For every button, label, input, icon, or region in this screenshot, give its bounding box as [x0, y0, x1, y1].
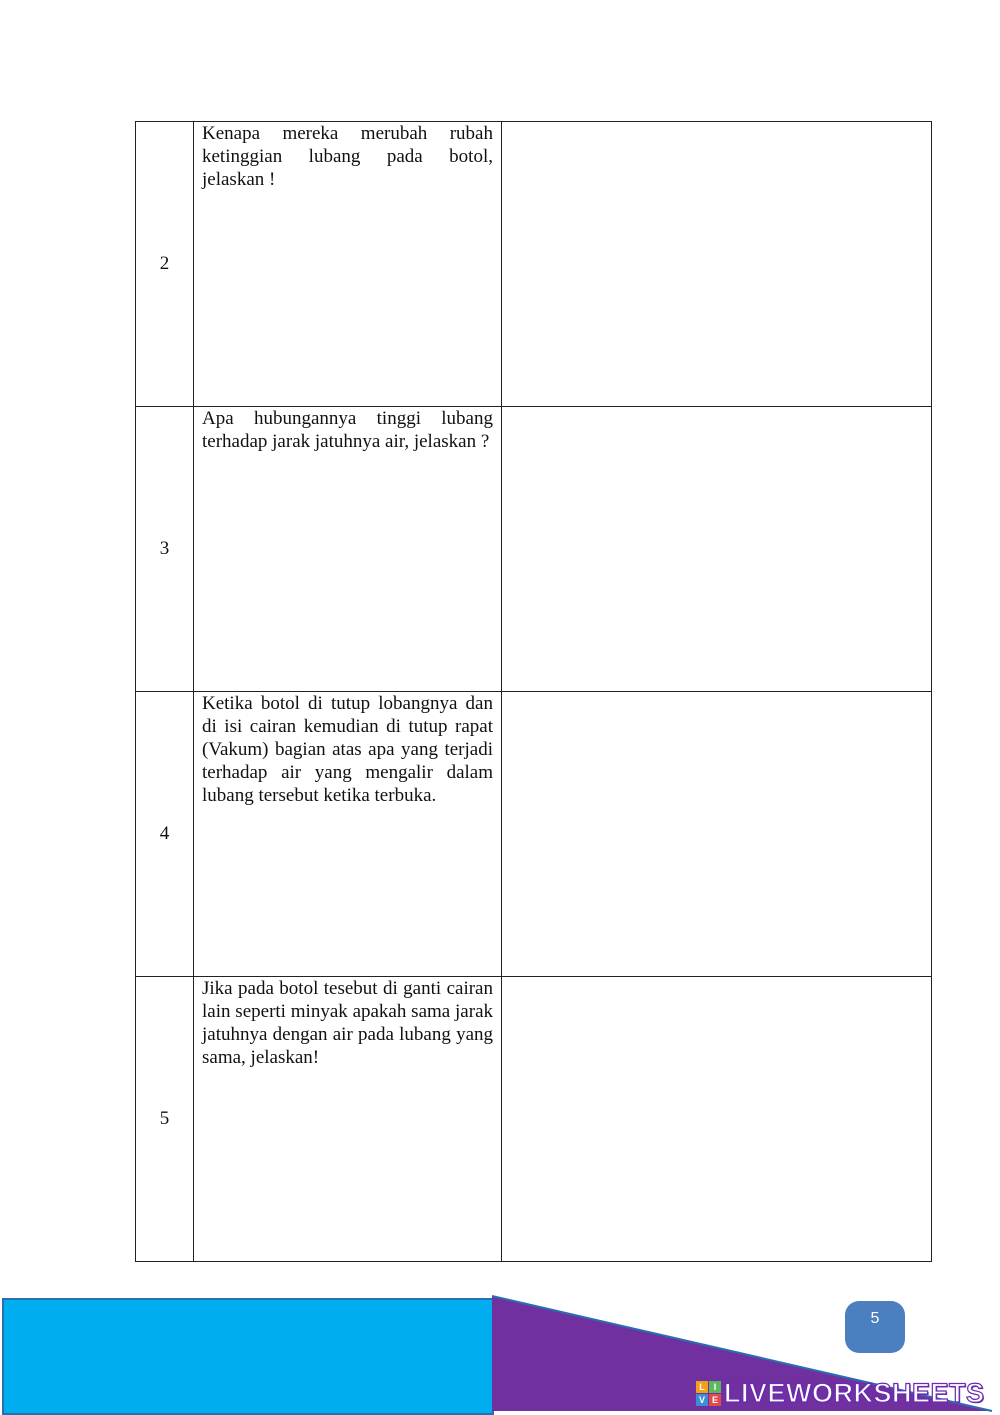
question-text: Jika pada botol tesebut di ganti cairan lain seperti minyak apakah sama jarak jatuhnya dengan air pada lubang yang sama, jelaskan! [202, 978, 493, 1068]
question-text: Kenapa mereka merubah rubah ketinggian lubang pada botol, jelaskan ! [202, 123, 493, 190]
logo-letter: I [709, 1381, 721, 1393]
logo-text: LIVEWORKSHEETS [724, 1377, 985, 1408]
logo-letter: L [696, 1381, 708, 1393]
liveworksheets-logo [696, 1378, 985, 1408]
question-text: Apa hubungannya tinggi lubang terhadap jarak jatuhnya air, jelaskan ? [202, 408, 493, 452]
logo-letter: E [709, 1394, 721, 1406]
question-text: Ketika botol di tutup lobangnya dan di isi cairan kemudian di tutup rapat (Vakum) bagian atas apa yang terjadi terhadap air yang mengalir dalam lubang tersebut ketika terbuka. [202, 693, 493, 806]
page-number-badge: 5 [845, 1301, 905, 1353]
question-number: 5 [136, 977, 194, 1262]
question-number: 3 [136, 407, 194, 692]
logo-letter: V [696, 1394, 708, 1406]
question-number: 2 [136, 122, 194, 407]
question-number: 4 [136, 692, 194, 977]
logo-squares-icon [696, 1381, 721, 1406]
